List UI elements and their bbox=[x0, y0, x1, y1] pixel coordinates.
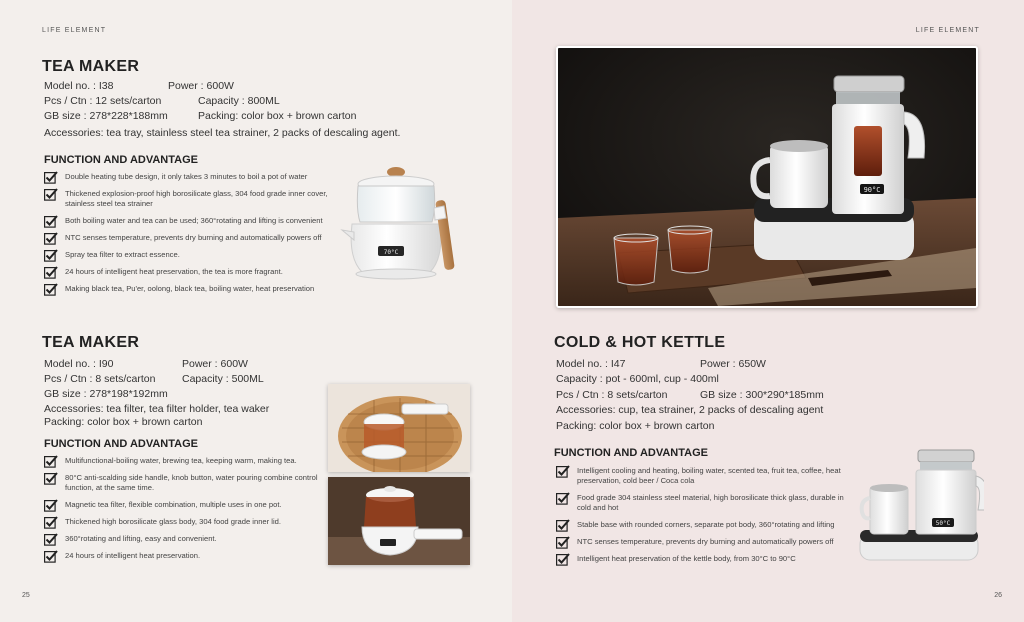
checkbox-checked-icon bbox=[44, 249, 58, 262]
kettle-packing: Packing: color box + brown carton bbox=[556, 420, 715, 432]
product1-model: Model no. : I38 bbox=[44, 80, 114, 92]
product2-gb-size: GB size : 278*198*192mm bbox=[44, 388, 168, 400]
kettle-gb-size: GB size : 300*290*185mm bbox=[700, 389, 824, 401]
kettle-title: COLD & HOT KETTLE bbox=[554, 334, 726, 351]
kettle-capacity: Capacity : pot - 600ml, cup - 400ml bbox=[556, 373, 719, 385]
product1-title: TEA MAKER bbox=[42, 58, 140, 75]
feature-text: 24 hours of intelligent heat preservation, the tea is more fragrant. bbox=[65, 267, 283, 276]
feature-item bbox=[556, 520, 856, 530]
checkbox-checked-icon bbox=[44, 499, 58, 512]
checkbox-checked-icon bbox=[556, 492, 570, 505]
feature-text: 360°rotating and lifting, easy and convenient. bbox=[65, 534, 217, 543]
product1-packing: Packing: color box + brown carton bbox=[198, 110, 357, 122]
tea-maker-i90-image-bottom bbox=[328, 477, 470, 565]
page-number-right: 26 bbox=[994, 592, 1002, 599]
kettle-accessories: Accessories: cup, tea strainer, 2 packs of descaling agent bbox=[556, 404, 824, 416]
feature-text: NTC senses temperature, prevents dry burning and automatically powers off bbox=[65, 233, 322, 242]
checkbox-checked-icon bbox=[44, 455, 58, 468]
checkbox-checked-icon bbox=[44, 550, 58, 563]
feature-text: Thickened high borosilicate glass body, 304 food grade inner lid. bbox=[65, 517, 281, 526]
feature-text: Intelligent heat preservation of the kettle body, from 30°C to 90°C bbox=[577, 554, 796, 563]
feature-text: Double heating tube design, it only takes 3 minutes to boil a pot of water bbox=[65, 172, 308, 181]
feature-item bbox=[556, 466, 856, 486]
checkbox-checked-icon bbox=[44, 215, 58, 228]
hero-display-reading: 90°C bbox=[863, 186, 881, 194]
checkbox-checked-icon bbox=[44, 533, 58, 546]
kettle-model: Model no. : I47 bbox=[556, 358, 626, 370]
checkbox-checked-icon bbox=[556, 553, 570, 566]
kettle-function-title: FUNCTION AND ADVANTAGE bbox=[554, 447, 708, 459]
kettle-power: Power : 650W bbox=[700, 358, 766, 370]
checkbox-checked-icon bbox=[556, 465, 570, 478]
feature-item bbox=[44, 500, 319, 510]
feature-text: Making black tea, Pu'er, oolong, black tea, boiling water, heat preservation bbox=[65, 284, 315, 293]
feature-text: 24 hours of intelligent heat preservation. bbox=[65, 551, 201, 560]
checkbox-checked-icon bbox=[556, 536, 570, 549]
i38-display-reading: 70°C bbox=[383, 249, 399, 256]
product1-capacity: Capacity : 800ML bbox=[198, 95, 280, 107]
right-page bbox=[512, 0, 1024, 622]
feature-item bbox=[44, 551, 319, 561]
checkbox-checked-icon bbox=[44, 472, 58, 485]
feature-item bbox=[556, 537, 856, 547]
feature-text: Magnetic tea filter, flexible combination, multiple uses in one pot. bbox=[65, 500, 282, 509]
checkbox-checked-icon bbox=[44, 283, 58, 296]
product2-pcs: Pcs / Ctn : 8 sets/carton bbox=[44, 373, 156, 385]
product2-power: Power : 600W bbox=[182, 358, 248, 370]
checkbox-checked-icon bbox=[556, 519, 570, 532]
feature-text: Multifunctional-boiling water, brewing tea, keeping warm, making tea. bbox=[65, 456, 297, 465]
product-display-reading: 50°C bbox=[935, 520, 951, 527]
cold-hot-kettle-product-image bbox=[856, 446, 984, 566]
feature-text: NTC senses temperature, prevents dry burning and automatically powers off bbox=[577, 537, 834, 546]
product2-function-title: FUNCTION AND ADVANTAGE bbox=[44, 438, 198, 450]
checkbox-checked-icon bbox=[44, 171, 58, 184]
product2-feature-list bbox=[44, 456, 319, 568]
feature-item bbox=[44, 284, 344, 294]
feature-item bbox=[44, 250, 344, 260]
feature-item bbox=[44, 517, 319, 527]
feature-text: Stable base with rounded corners, separate pot body, 360°rotating and lifting bbox=[577, 520, 835, 529]
feature-text: Thickened explosion-proof high borosilicate glass, 304 food grade inner cover, stainless steel tea strainer bbox=[65, 189, 328, 208]
feature-item bbox=[44, 233, 344, 243]
product1-power: Power : 600W bbox=[168, 80, 234, 92]
feature-text: Both boiling water and tea can be used; 360°rotating and lifting is convenient bbox=[65, 216, 323, 225]
product2-packing: Packing: color box + brown carton bbox=[44, 416, 203, 428]
checkbox-checked-icon bbox=[44, 232, 58, 245]
product1-function-title: FUNCTION AND ADVANTAGE bbox=[44, 154, 198, 166]
feature-text: Spray tea filter to extract essence. bbox=[65, 250, 180, 259]
feature-item bbox=[44, 267, 344, 277]
checkbox-checked-icon bbox=[44, 516, 58, 529]
feature-item bbox=[44, 534, 319, 544]
feature-item bbox=[556, 493, 856, 513]
cold-hot-kettle-hero-photo bbox=[556, 46, 978, 308]
kettle-feature-list bbox=[556, 466, 856, 571]
product2-model: Model no. : I90 bbox=[44, 358, 114, 370]
product2-title: TEA MAKER bbox=[42, 334, 140, 351]
page-number-left: 25 bbox=[22, 592, 30, 599]
product1-gb-size: GB size : 278*228*188mm bbox=[44, 110, 168, 122]
feature-text: Intelligent cooling and heating, boiling water, scented tea, fruit tea, coffee, heat preservation, cold beer / Coca cola bbox=[577, 466, 841, 485]
kettle-pcs: Pcs / Ctn : 8 sets/carton bbox=[556, 389, 668, 401]
feature-item bbox=[556, 554, 856, 564]
feature-text: Food grade 304 stainless steel material, high borosilicate thick glass, durable in cold and hot bbox=[577, 493, 844, 512]
feature-item bbox=[44, 456, 319, 466]
tea-maker-i38-image bbox=[338, 160, 468, 288]
product2-accessories: Accessories: tea filter, tea filter holder, tea waker bbox=[44, 403, 270, 415]
product1-accessories: Accessories: tea tray, stainless steel tea strainer, 2 packs of descaling agent. bbox=[44, 127, 401, 139]
product1-feature-list bbox=[44, 172, 344, 301]
checkbox-checked-icon bbox=[44, 266, 58, 279]
feature-item bbox=[44, 473, 319, 493]
feature-item bbox=[44, 216, 344, 226]
feature-item bbox=[44, 172, 344, 182]
product1-pcs: Pcs / Ctn : 12 sets/carton bbox=[44, 95, 162, 107]
product2-capacity: Capacity : 500ML bbox=[182, 373, 264, 385]
feature-item bbox=[44, 189, 344, 209]
feature-text: 80°C anti-scalding side handle, knob button, water pouring combine control function, at the same time. bbox=[65, 473, 318, 492]
brand-label-right: LIFE ELEMENT bbox=[915, 27, 980, 34]
checkbox-checked-icon bbox=[44, 188, 58, 201]
brand-label-left: LIFE ELEMENT bbox=[42, 27, 107, 34]
tea-maker-i90-image-top bbox=[328, 384, 470, 472]
